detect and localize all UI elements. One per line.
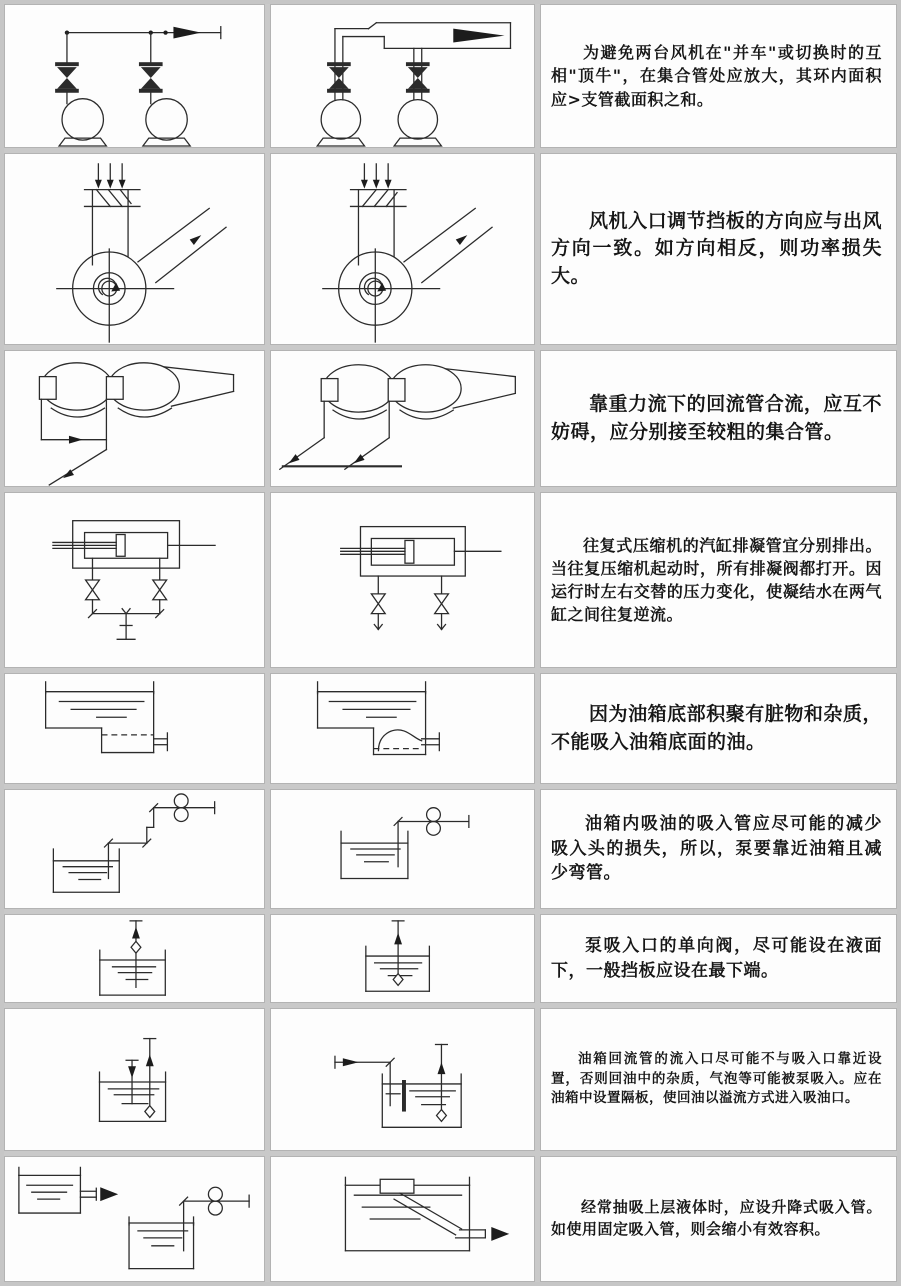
fan-damper-aligned-diagram	[271, 154, 534, 344]
diagram-row8-right	[270, 1008, 535, 1151]
note-text: 油箱内吸油的吸入管应尽可能的减少吸入头的损失，所以，泵要靠近油箱且减少弯管。	[551, 814, 882, 884]
note-text: 为避免两台风机在"并车"或切换时的互相"顶牛"，在集合管处应放大，其环内面积应>支管截面积之和。	[551, 43, 882, 109]
diagram-row9-left	[4, 1156, 265, 1282]
liftable-suction-pipe-diagram	[271, 1157, 534, 1281]
diagram-row7-right	[270, 914, 535, 1003]
note-row6	[540, 789, 897, 909]
diagram-row9-right	[270, 1156, 535, 1282]
check-valve-below-level-diagram	[271, 915, 534, 1002]
diagram-row1-right	[270, 4, 535, 148]
note-row1	[540, 4, 897, 148]
note-row9	[540, 1156, 897, 1282]
diagram-row8-left	[4, 1008, 265, 1151]
check-valve-above-level-diagram	[5, 915, 264, 1002]
diagram-row2-right	[270, 153, 535, 345]
suction-many-bends-diagram	[5, 790, 264, 908]
note-text: 因为油箱底部积聚有脏物和杂质，不能吸入油箱底面的油。	[551, 702, 882, 753]
note-row2	[540, 153, 897, 345]
note-row3	[540, 350, 897, 487]
compressor-drains-joined-diagram	[5, 493, 264, 667]
compressor-drains-separate-diagram	[271, 493, 534, 667]
diagram-row4-right	[270, 492, 535, 668]
note-text: 靠重力流下的回流管合流，应互不妨碍，应分别接至较粗的集合管。	[551, 392, 882, 443]
tank-raised-suction-diagram	[271, 674, 534, 783]
diagram-row6-right	[270, 789, 535, 909]
diagram-row6-left	[4, 789, 265, 909]
note-text: 经常抽吸上层液体时，应设升降式吸入管。如使用固定吸入管，则会缩小有效容积。	[551, 1198, 882, 1238]
parallel-fans-enlarged-header-diagram	[271, 5, 534, 147]
diagram-row4-left	[4, 492, 265, 668]
return-lines-separate-diagram	[271, 351, 534, 486]
note-text: 往复式压缩机的汽缸排凝管宜分别排出。当往复压缩机起动时，所有排凝阀都打开。因运行时左右交替的压力变化，使凝结水在两气缸之间往复逆流。	[551, 535, 882, 625]
diagram-row5-right	[270, 673, 535, 784]
diagram-row7-left	[4, 914, 265, 1003]
return-near-suction-diagram	[5, 1009, 264, 1150]
parallel-fans-small-header-diagram	[5, 5, 264, 147]
fixed-suction-pipes-diagram	[5, 1157, 264, 1281]
note-text: 泵吸入口的单向阀，尽可能设在液面下，一般挡板应设在最下端。	[551, 935, 882, 981]
tank-bottom-suction-diagram	[5, 674, 264, 783]
diagram-row2-left	[4, 153, 265, 345]
return-lines-merged-diagram	[5, 351, 264, 486]
diagram-row3-left	[4, 350, 265, 487]
suction-direct-pump-near-diagram	[271, 790, 534, 908]
diagram-row5-left	[4, 673, 265, 784]
note-row5	[540, 673, 897, 784]
diagram-row1-left	[4, 4, 265, 148]
note-text: 油箱回流管的流入口尽可能不与吸入口靠近设置，否则回油中的杂质，气泡等可能被泵吸入。应在油箱中设置隔板，使回油以溢流方式进入吸油口。	[551, 1051, 882, 1107]
return-with-baffle-diagram	[271, 1009, 534, 1150]
note-row7	[540, 914, 897, 1003]
note-row4	[540, 492, 897, 668]
diagram-row3-right	[270, 350, 535, 487]
note-row8	[540, 1008, 897, 1151]
note-text: 风机入口调节挡板的方向应与出风方向一致。如方向相反，则功率损失大。	[551, 209, 882, 287]
fan-damper-opposed-diagram	[5, 154, 264, 344]
